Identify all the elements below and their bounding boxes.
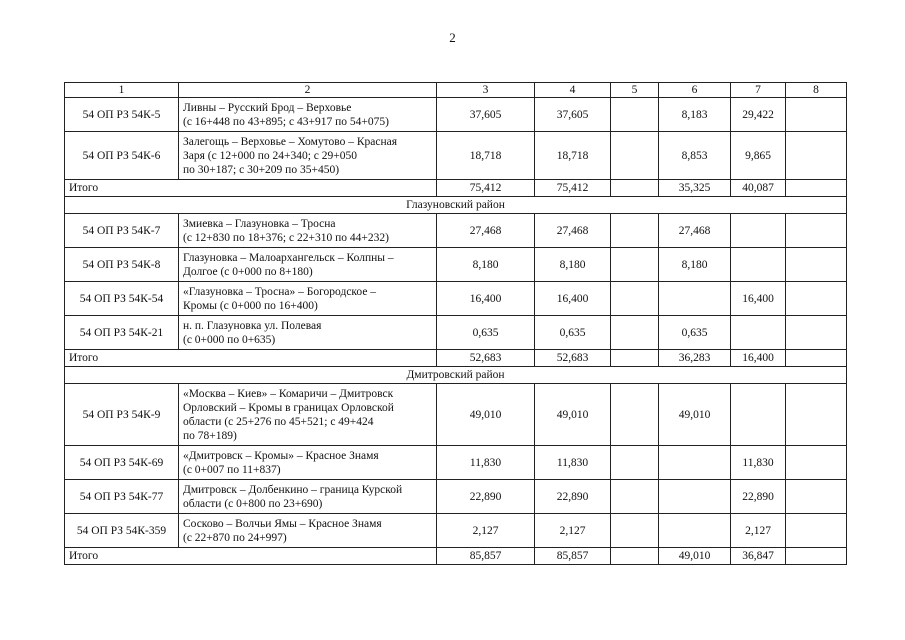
roads-table <box>64 82 847 565</box>
value-cell <box>786 446 847 480</box>
road-name-line: Кромы (с 0+000 по 16+400) <box>183 299 318 312</box>
total-value-cell: 85,857 <box>535 548 611 565</box>
road-name-line: «Глазуновка – Тросна» – Богородское – <box>183 285 377 298</box>
value-cell <box>786 514 847 548</box>
total-value-cell: 35,325 <box>659 180 731 197</box>
value-cell <box>611 214 659 248</box>
road-name-line: (с 0+007 по 11+837) <box>183 463 281 476</box>
value-cell: 8,183 <box>659 98 731 132</box>
road-code-cell: 54 ОП РЗ 54К-6 <box>65 132 179 180</box>
total-label: Итого <box>65 350 437 367</box>
road-name-cell <box>179 514 437 548</box>
road-name-line: Заря (с 12+000 по 24+340; с 29+050 <box>183 149 357 162</box>
value-cell <box>786 316 847 350</box>
total-value-cell: 36,847 <box>731 548 786 565</box>
value-cell: 8,180 <box>437 248 535 282</box>
value-cell <box>786 132 847 180</box>
table-row <box>65 480 847 514</box>
total-label: Итого <box>65 548 437 565</box>
value-cell <box>659 282 731 316</box>
value-cell: 29,422 <box>731 98 786 132</box>
road-code-cell: 54 ОП РЗ 54К-7 <box>65 214 179 248</box>
column-header: 6 <box>659 83 731 98</box>
value-cell: 22,890 <box>535 480 611 514</box>
value-cell: 11,830 <box>535 446 611 480</box>
value-cell: 0,635 <box>437 316 535 350</box>
table-row <box>65 214 847 248</box>
value-cell: 8,853 <box>659 132 731 180</box>
total-value-cell: 52,683 <box>437 350 535 367</box>
total-row <box>65 350 847 367</box>
value-cell: 27,468 <box>437 214 535 248</box>
road-name-cell <box>179 98 437 132</box>
road-code-cell: 54 ОП РЗ 54К-77 <box>65 480 179 514</box>
value-cell <box>659 480 731 514</box>
total-value-cell <box>786 180 847 197</box>
value-cell: 8,180 <box>659 248 731 282</box>
total-value-cell <box>611 180 659 197</box>
value-cell: 49,010 <box>535 384 611 446</box>
column-header: 5 <box>611 83 659 98</box>
total-row <box>65 548 847 565</box>
road-name-line: Ливны – Русский Брод – Верховье <box>183 101 352 114</box>
column-header: 4 <box>535 83 611 98</box>
table-row <box>65 282 847 316</box>
district-row <box>65 197 847 214</box>
total-value-cell <box>611 350 659 367</box>
road-name-cell <box>179 214 437 248</box>
value-cell: 9,865 <box>731 132 786 180</box>
value-cell <box>611 282 659 316</box>
road-name-cell <box>179 282 437 316</box>
road-name-line: Дмитровск – Долбенкино – граница Курской <box>183 483 403 496</box>
district-name: Глазуновский район <box>65 197 847 214</box>
total-value-cell <box>786 548 847 565</box>
table-row <box>65 248 847 282</box>
value-cell: 16,400 <box>535 282 611 316</box>
value-cell: 2,127 <box>731 514 786 548</box>
total-row <box>65 180 847 197</box>
table-row <box>65 384 847 446</box>
table-row <box>65 316 847 350</box>
value-cell: 11,830 <box>731 446 786 480</box>
road-name-cell <box>179 132 437 180</box>
road-name-line: (с 0+000 по 0+635) <box>183 333 276 346</box>
value-cell <box>659 514 731 548</box>
road-name-line: Сосково – Волчьи Ямы – Красное Знамя <box>183 517 382 530</box>
page-number: 2 <box>449 30 456 45</box>
value-cell <box>611 316 659 350</box>
road-code-cell: 54 ОП РЗ 54К-359 <box>65 514 179 548</box>
column-header: 2 <box>179 83 437 98</box>
value-cell: 0,635 <box>659 316 731 350</box>
column-header: 7 <box>731 83 786 98</box>
value-cell: 22,890 <box>437 480 535 514</box>
value-cell <box>786 480 847 514</box>
roads-table-body <box>65 83 847 565</box>
column-header: 1 <box>65 83 179 98</box>
value-cell: 2,127 <box>437 514 535 548</box>
value-cell <box>786 98 847 132</box>
road-name-line: Глазуновка – Малоархангельск – Колпны – <box>183 251 394 264</box>
table-row <box>65 514 847 548</box>
value-cell <box>611 98 659 132</box>
value-cell: 18,718 <box>437 132 535 180</box>
road-code-cell: 54 ОП РЗ 54К-21 <box>65 316 179 350</box>
value-cell <box>611 514 659 548</box>
road-name-line: (с 12+830 по 18+376; с 22+310 по 44+232) <box>183 231 389 244</box>
total-value-cell: 40,087 <box>731 180 786 197</box>
value-cell <box>611 480 659 514</box>
total-value-cell: 49,010 <box>659 548 731 565</box>
road-code-cell: 54 ОП РЗ 54К-9 <box>65 384 179 446</box>
value-cell <box>786 248 847 282</box>
total-value-cell: 36,283 <box>659 350 731 367</box>
value-cell <box>731 384 786 446</box>
road-name-cell <box>179 480 437 514</box>
road-name-line: «Дмитровск – Кромы» – Красное Знамя <box>183 449 379 462</box>
header-row <box>65 83 847 98</box>
road-name-line: (с 22+870 по 24+997) <box>183 531 287 544</box>
value-cell: 2,127 <box>535 514 611 548</box>
total-value-cell: 85,857 <box>437 548 535 565</box>
road-name-line: области (с 0+800 по 23+690) <box>183 497 323 510</box>
value-cell <box>731 248 786 282</box>
road-name-cell <box>179 446 437 480</box>
value-cell <box>611 248 659 282</box>
road-name-cell <box>179 316 437 350</box>
road-name-line: «Москва – Киев» – Комаричи – Дмитровск <box>183 387 394 400</box>
road-name-line: Долгое (с 0+000 по 8+180) <box>183 265 313 278</box>
table-row <box>65 446 847 480</box>
value-cell: 49,010 <box>659 384 731 446</box>
value-cell: 22,890 <box>731 480 786 514</box>
road-name-line: Орловский – Кромы в границах Орловской <box>183 401 394 414</box>
total-value-cell: 75,412 <box>535 180 611 197</box>
road-name-cell <box>179 384 437 446</box>
value-cell <box>786 214 847 248</box>
district-row <box>65 367 847 384</box>
road-name-line: Змиевка – Глазуновка – Тросна <box>183 217 336 230</box>
road-name-line: (с 16+448 по 43+895; с 43+917 по 54+075) <box>183 115 389 128</box>
road-name-line: по 30+187; с 30+209 по 35+450) <box>183 163 340 176</box>
value-cell: 16,400 <box>437 282 535 316</box>
column-header: 8 <box>786 83 847 98</box>
road-code-cell: 54 ОП РЗ 54К-69 <box>65 446 179 480</box>
road-name-line: по 78+189) <box>183 429 237 442</box>
total-value-cell <box>786 350 847 367</box>
value-cell: 49,010 <box>437 384 535 446</box>
value-cell <box>731 214 786 248</box>
road-name-line: области (с 25+276 по 45+521; с 49+424 <box>183 415 374 428</box>
total-value-cell <box>611 548 659 565</box>
district-name: Дмитровский район <box>65 367 847 384</box>
road-code-cell: 54 ОП РЗ 54К-5 <box>65 98 179 132</box>
road-name-cell <box>179 248 437 282</box>
road-code-cell: 54 ОП РЗ 54К-8 <box>65 248 179 282</box>
value-cell: 16,400 <box>731 282 786 316</box>
table-row <box>65 132 847 180</box>
table-row <box>65 98 847 132</box>
road-name-line: н. п. Глазуновка ул. Полевая <box>183 319 322 332</box>
value-cell: 37,605 <box>535 98 611 132</box>
road-name-line: Залегощь – Верховье – Хомутово – Красная <box>183 135 397 148</box>
value-cell: 37,605 <box>437 98 535 132</box>
value-cell <box>786 384 847 446</box>
value-cell: 0,635 <box>535 316 611 350</box>
value-cell <box>611 446 659 480</box>
value-cell <box>611 132 659 180</box>
value-cell: 27,468 <box>535 214 611 248</box>
total-value-cell: 52,683 <box>535 350 611 367</box>
value-cell: 27,468 <box>659 214 731 248</box>
value-cell: 11,830 <box>437 446 535 480</box>
value-cell: 8,180 <box>535 248 611 282</box>
value-cell <box>786 282 847 316</box>
value-cell <box>659 446 731 480</box>
total-label: Итого <box>65 180 437 197</box>
column-header: 3 <box>437 83 535 98</box>
total-value-cell: 75,412 <box>437 180 535 197</box>
road-code-cell: 54 ОП РЗ 54К-54 <box>65 282 179 316</box>
value-cell <box>611 384 659 446</box>
value-cell: 18,718 <box>535 132 611 180</box>
total-value-cell: 16,400 <box>731 350 786 367</box>
value-cell <box>731 316 786 350</box>
